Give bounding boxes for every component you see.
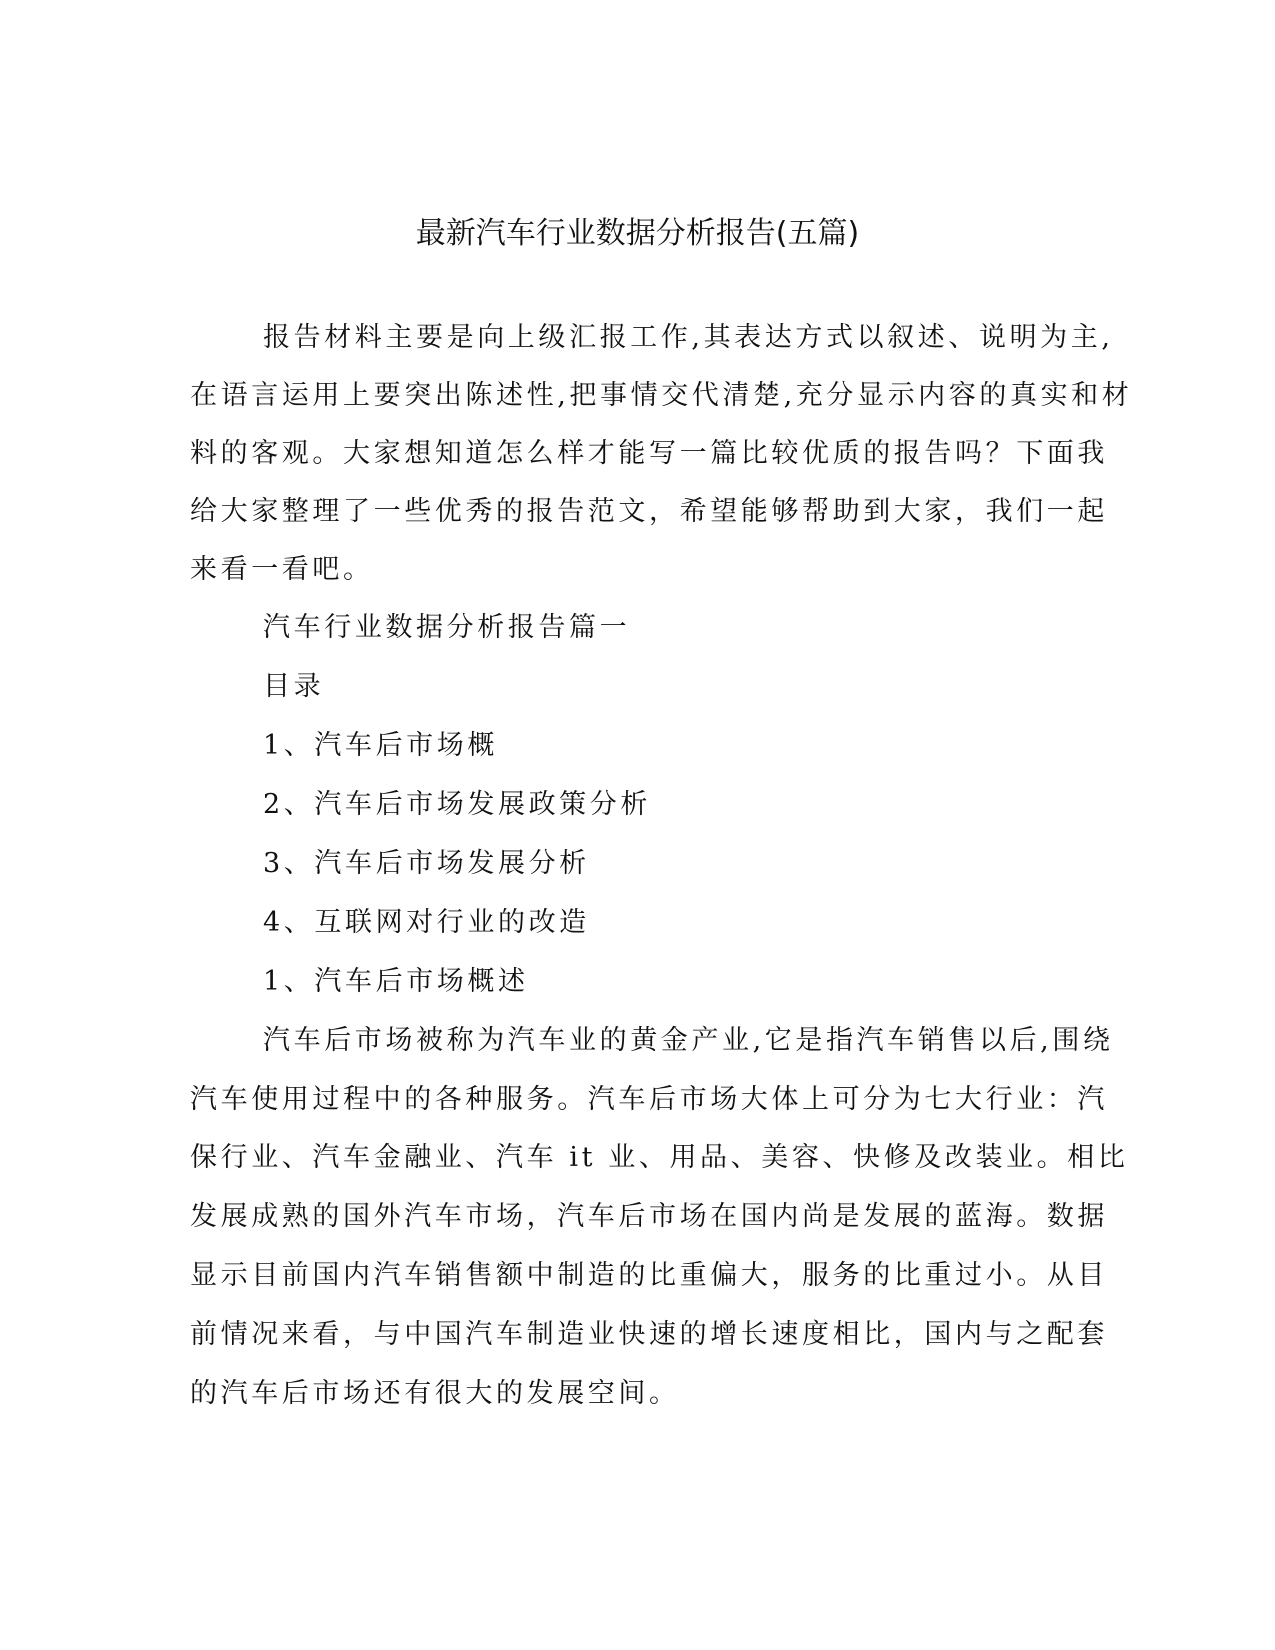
subsection-heading: 1、汽车后市场概述 (263, 966, 529, 997)
paragraph-line: 发展成熟的国外汽车市场，汽车后市场在国内尚是发展的蓝海。数据 (190, 1201, 1108, 1232)
paragraph-line: 的汽车后市场还有很大的发展空间。 (190, 1378, 680, 1409)
paragraph-line: 保行业、汽车金融业、汽车 it 业、用品、美容、快修及改装业。相比 (190, 1142, 1129, 1173)
section-heading: 汽车行业数据分析报告篇一 (263, 612, 631, 643)
document-title: 最新汽车行业数据分析报告(五篇) (415, 216, 860, 251)
paragraph-line: 在语言运用上要突出陈述性,把事情交代清楚,充分显示内容的真实和材 (190, 380, 1133, 411)
toc-item: 2、汽车后市场发展政策分析 (263, 789, 651, 820)
toc-item: 4、互联网对行业的改造 (263, 907, 590, 938)
toc-item: 3、汽车后市场发展分析 (263, 848, 590, 879)
paragraph-line: 报告材料主要是向上级汇报工作,其表达方式以叙述、说明为主, (263, 322, 1114, 353)
paragraph-line: 前情况来看，与中国汽车制造业快速的增长速度相比，国内与之配套 (190, 1319, 1108, 1350)
paragraph-line: 给大家整理了一些优秀的报告范文，希望能够帮助到大家，我们一起 (190, 496, 1108, 527)
paragraph-line: 来看一看吧。 (190, 554, 374, 585)
toc-heading: 目录 (263, 671, 325, 702)
paragraph-line: 汽车后市场被称为汽车业的黄金产业,它是指汽车销售以后,围绕 (263, 1025, 1114, 1056)
paragraph-line: 汽车使用过程中的各种服务。汽车后市场大体上可分为七大行业：汽 (190, 1084, 1108, 1115)
paragraph-line: 料的客观。大家想知道怎么样才能写一篇比较优质的报告吗？下面我 (190, 438, 1108, 469)
toc-item: 1、汽车后市场概 (263, 730, 498, 761)
paragraph-line: 显示目前国内汽车销售额中制造的比重偏大，服务的比重过小。从目 (190, 1260, 1108, 1291)
